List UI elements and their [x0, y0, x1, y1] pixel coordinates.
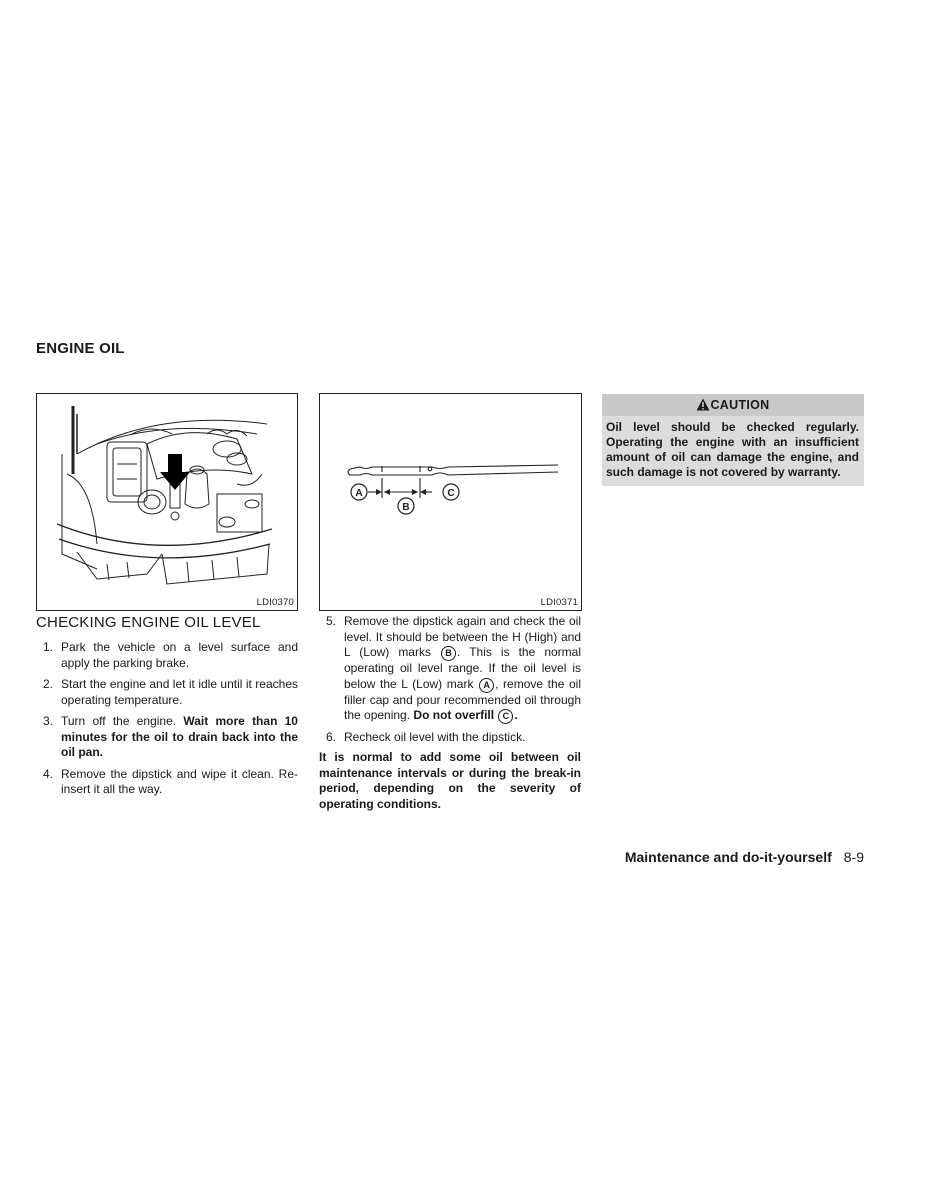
caution-box [602, 394, 864, 486]
step-text: . This is the normal operating oil level range. If the oil level is below the L (Low) mark [344, 645, 582, 691]
callout-c: C [447, 488, 455, 499]
subheading: CHECKING ENGINE OIL LEVEL [36, 614, 261, 631]
page-footer [625, 849, 864, 865]
list-item [36, 767, 298, 798]
list-item [36, 640, 298, 671]
step-number: 1. [43, 640, 54, 654]
section-title: ENGINE OIL [36, 340, 125, 357]
figure-code: LDI0370 [256, 597, 294, 608]
step-number: 5. [326, 614, 337, 628]
step-number: 2. [43, 677, 54, 691]
mark-b-icon: B [441, 646, 456, 661]
caution-header [602, 394, 864, 416]
mark-a-icon: A [479, 678, 494, 693]
callout-b: B [402, 502, 410, 513]
step-text: Start the engine and let it idle until it reaches operating temperature. [61, 677, 298, 707]
list-item [319, 730, 581, 746]
caution-text: Oil level should be checked regularly. Operating the engine with an insufficient amount of oil can damage the engine, and such damage is not covered by warranty. [606, 420, 859, 479]
step-number: 6. [326, 730, 337, 744]
caution-title: CAUTION [710, 398, 770, 412]
step-end: . [514, 708, 518, 722]
list-item [319, 614, 581, 724]
steps-list-middle [319, 614, 581, 752]
steps-list-left [36, 640, 298, 804]
footer-section: Maintenance and do-it-yourself [624, 849, 832, 865]
warning-triangle-icon [696, 398, 710, 411]
step-number: 4. [43, 766, 54, 781]
dipstick-figure [319, 393, 582, 611]
step-text: Park the vehicle on a level surface and apply the parking brake. [61, 640, 298, 670]
list-item [36, 677, 298, 708]
list-item [36, 714, 298, 761]
engine-bay-figure [36, 393, 298, 611]
step-text: Remove the dipstick and wipe it clean. Re-insert it all the way. [61, 766, 298, 796]
step-text: , remove the oil filler cap and pour recommended oil through the opening. [344, 676, 581, 722]
step-text: Remove the dipstick again and check the oil level. It should be between the H (High) and L (Low) marks [344, 614, 581, 659]
engine-bay-illustration [37, 394, 297, 594]
step-number: 3. [43, 714, 54, 728]
step-text: Turn off the engine. [61, 714, 184, 728]
maintenance-note: It is normal to add some oil between oil maintenance intervals or during the break-in period, depending on the severity of operating conditions. [319, 750, 581, 811]
callout-a: A [355, 488, 363, 499]
step-text: Recheck oil level with the dipstick. [344, 730, 526, 744]
page-number: 8-9 [843, 849, 864, 865]
dipstick-illustration [320, 394, 581, 594]
figure-code: LDI0371 [540, 597, 578, 608]
step-warning-text: Do not overfill [413, 708, 498, 722]
step-warning-text: Wait more than 10 minutes for the oil to drain back into the oil pan. [61, 714, 298, 759]
mark-c-icon: C [498, 709, 513, 724]
